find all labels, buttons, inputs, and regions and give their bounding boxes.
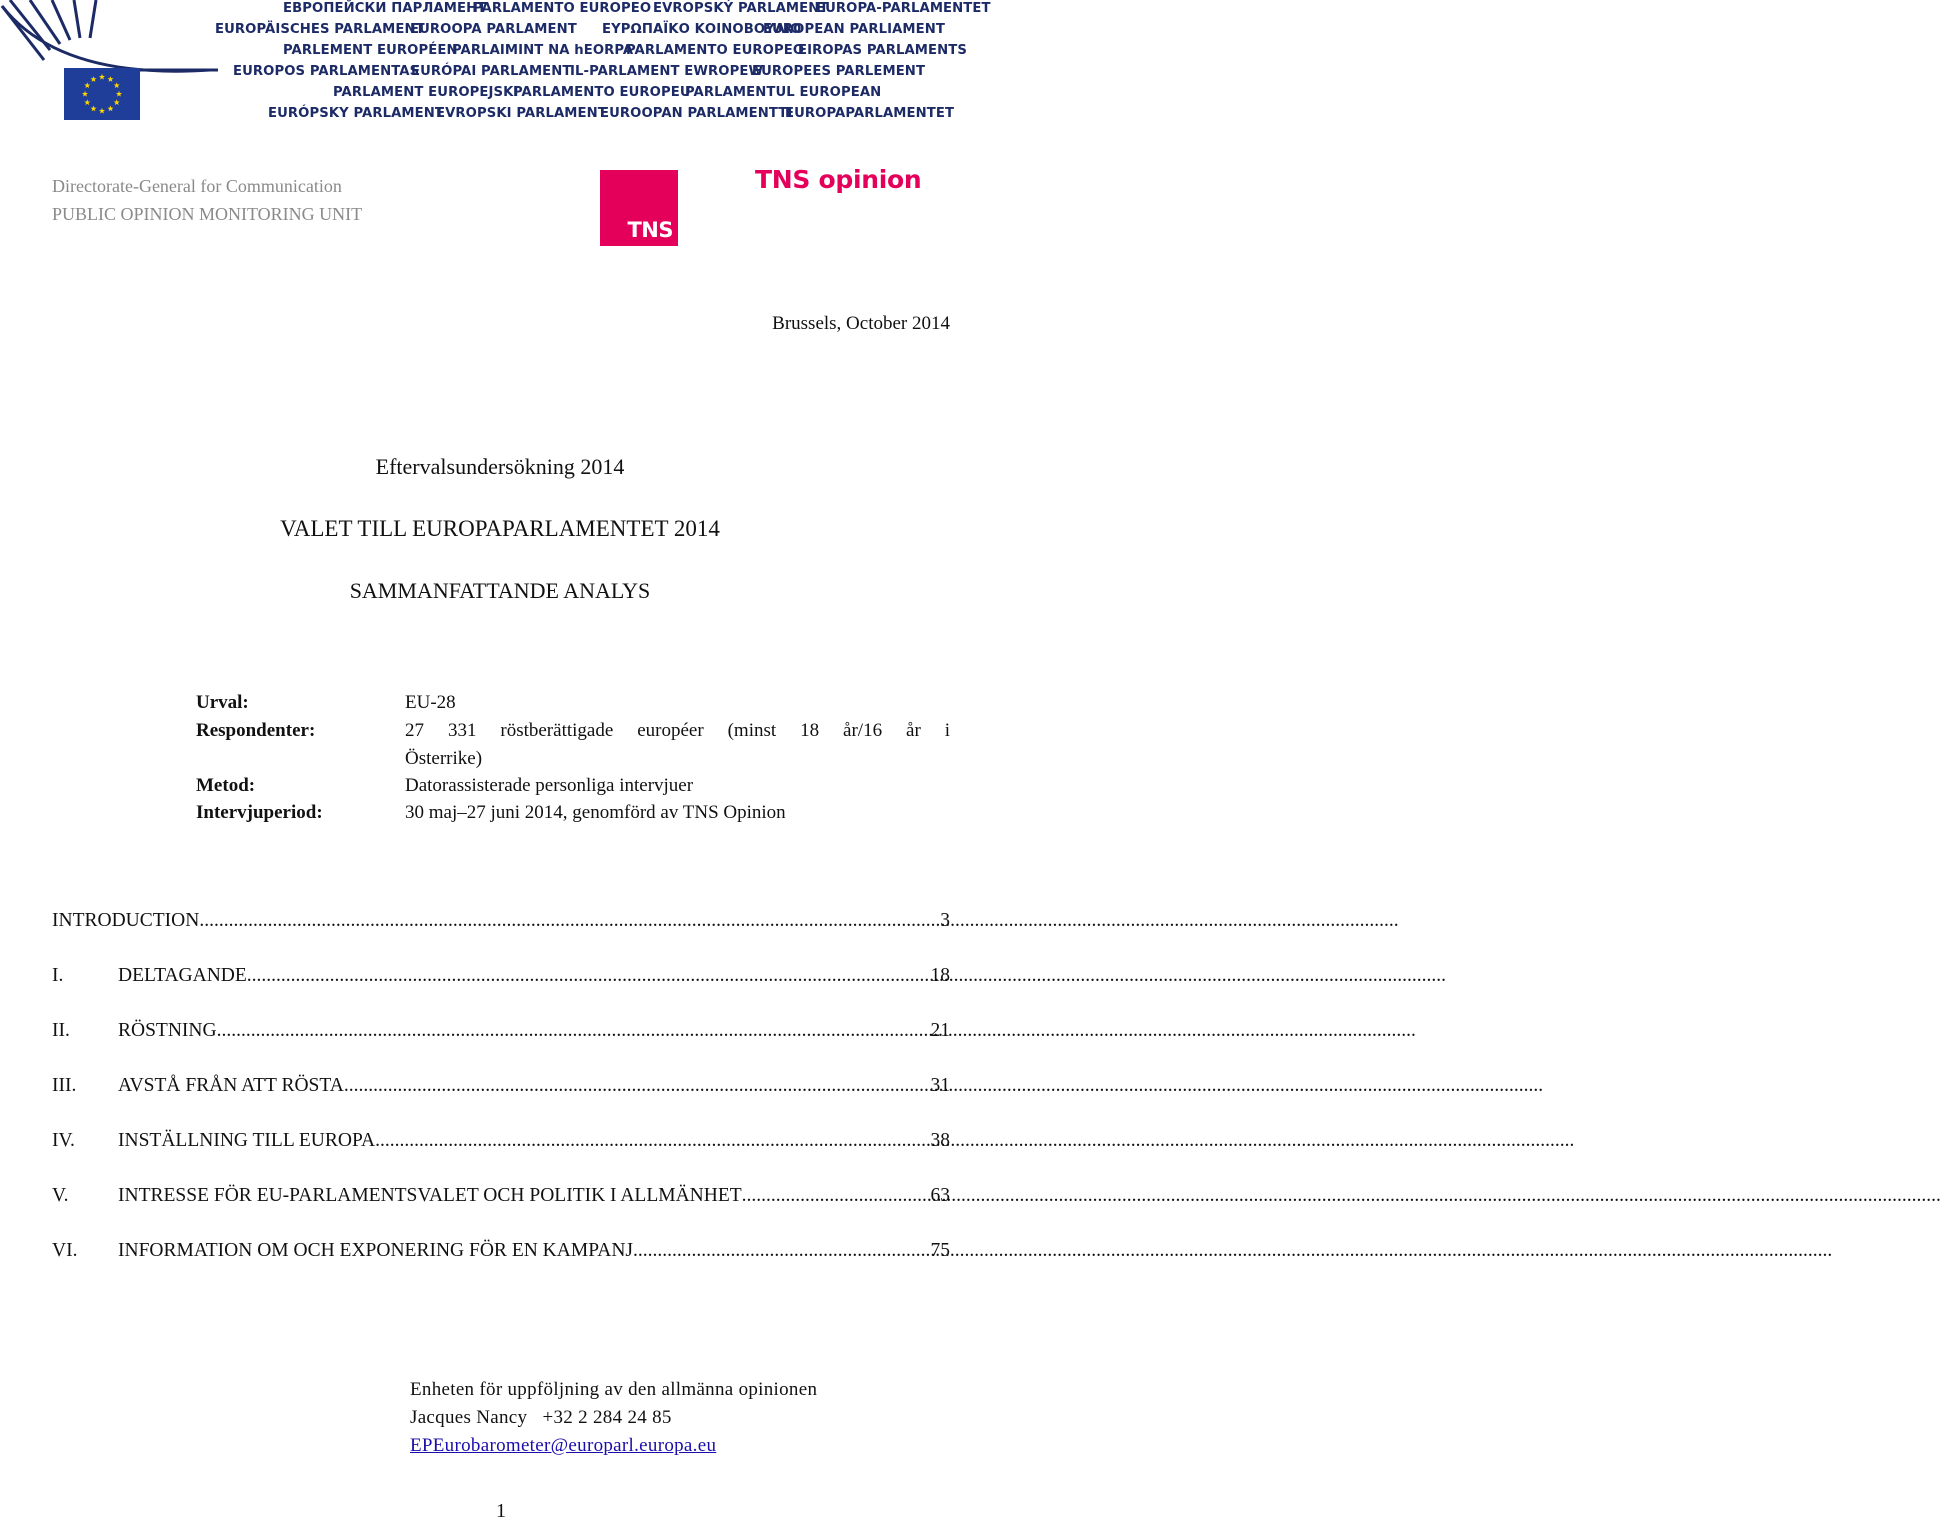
respondenter-label: Respondenter:: [196, 720, 316, 741]
contact-person: Jacques Nancy +32 2 284 24 85: [410, 1407, 672, 1428]
urval-label: Urval:: [196, 692, 249, 713]
parliament-name: EURÓPSKY PARLAMENT: [268, 106, 444, 121]
toc-entry-avsta[interactable]: [52, 1075, 950, 1101]
metod-label: Metod:: [196, 775, 256, 796]
document-title: Eftervalsundersökning 2014: [375, 454, 625, 479]
toc-number: VI.: [52, 1240, 78, 1261]
toc-title: INTRESSE FÖR EU-PARLAMENTSVALET OCH POLITIK I ALLMÄNHET: [118, 1185, 742, 1206]
toc-number: II.: [52, 1020, 70, 1041]
parliament-name: EUROPAPARLAMENTET: [785, 106, 955, 121]
toc-leader: [375, 1130, 930, 1152]
toc-title: DELTAGANDE: [118, 965, 247, 986]
respondenter-value: 27 331 röstberättigade européer (minst 18 år/16 år i: [405, 720, 950, 741]
contact-unit: Enheten för uppföljning av den allmänna opinionen: [410, 1379, 818, 1400]
parliament-name: IL-PARLAMENT EWROPEW: [570, 64, 764, 79]
parliament-name: EUROPEAN PARLIAMENT: [763, 22, 945, 37]
toc-entry-introduction[interactable]: [52, 910, 950, 936]
toc-leader: [344, 1075, 931, 1097]
page-number: 1: [496, 1500, 506, 1522]
toc-page: 75: [930, 1240, 950, 1261]
tns-logo: [600, 170, 678, 246]
toc-number: V.: [52, 1185, 69, 1206]
parliament-name: PARLAMENTO EUROPEO: [626, 43, 805, 58]
toc-leader: [217, 1020, 931, 1042]
parliament-name: PARLAMENTUL EUROPEAN: [685, 85, 882, 100]
parliament-name: EUROPA-PARLAMENTET: [816, 1, 991, 16]
parliament-name: EVROPSKÝ PARLAMENT: [653, 1, 829, 16]
document-type: SAMMANFATTANDE ANALYS: [349, 578, 651, 603]
document-subtitle: VALET TILL EUROPAPARLAMENTET 2014: [280, 516, 720, 541]
toc-entry-installning[interactable]: [52, 1130, 950, 1156]
parliament-name: EURÓPAI PARLAMENT: [411, 64, 572, 79]
european-parliament-logo: [0, 0, 220, 125]
parliament-name: EUROPÄISCHES PARLAMENT: [215, 22, 425, 37]
toc-title: INFORMATION OM OCH EXPONERING FÖR EN KAMPANJ: [118, 1240, 633, 1261]
dg-communication: Directorate-General for Communication: [52, 176, 342, 196]
toc-leader: [247, 965, 931, 987]
metod-value: Datorassisterade personliga intervjuer: [405, 775, 694, 796]
toc-entry-rostning[interactable]: [52, 1020, 950, 1046]
urval-value: EU-28: [405, 692, 456, 713]
parliament-name: PARLAIMINT NA hEORPA: [452, 43, 634, 58]
parliament-name: ЕВРОПЕЙСКИ ПАРЛАМЕНТ: [283, 1, 487, 16]
toc-page: 18: [930, 965, 950, 986]
toc-leader: [633, 1240, 931, 1262]
parliament-name: PARLAMENTO EUROPEU: [513, 85, 691, 100]
toc-title: RÖSTNING: [118, 1020, 217, 1041]
respondenter-value-cont: Österrike): [405, 748, 483, 769]
parliament-name: PARLAMENT EUROPEJSKI: [333, 85, 519, 100]
toc-title: INTRODUCTION: [52, 910, 200, 931]
contact-email-link[interactable]: EPEurobarometer@europarl.europa.eu: [410, 1435, 717, 1456]
toc-entry-information[interactable]: [52, 1240, 950, 1266]
toc-page: 21: [930, 1020, 950, 1041]
tns-logo-text: TNS: [627, 218, 673, 242]
parliament-name: EUROPEES PARLEMENT: [752, 64, 926, 79]
toc-entry-intresse[interactable]: [52, 1185, 950, 1211]
parliament-name: EUROPOS PARLAMENTAS: [233, 64, 420, 79]
parliament-name: ΕΥΡΩΠΑΪΚΟ ΚΟΙΝΟΒΟΥΛΙΟ: [602, 22, 802, 37]
toc-page: 63: [930, 1185, 950, 1206]
parliament-name: PARLEMENT EUROPÉEN: [283, 43, 458, 58]
parliament-name: PARLAMENTO EUROPEO: [473, 1, 652, 16]
toc-entry-deltagande[interactable]: [52, 965, 950, 991]
toc-number: III.: [52, 1075, 77, 1096]
toc-page: 3: [940, 910, 950, 931]
toc-leader: [742, 1185, 931, 1207]
document-date: Brussels, October 2014: [772, 313, 950, 334]
parliament-name: EVROPSKI PARLAMENT: [436, 106, 607, 121]
monitoring-unit: PUBLIC OPINION MONITORING UNIT: [52, 204, 363, 224]
toc-number: I.: [52, 965, 64, 986]
toc-page: 38: [930, 1130, 950, 1151]
toc-page: 31: [930, 1075, 950, 1096]
intervjuperiod-value: 30 maj–27 juni 2014, genomförd av TNS Opinion: [405, 802, 786, 823]
toc-title: INSTÄLLNING TILL EUROPA: [118, 1130, 376, 1151]
toc-title: AVSTÅ FRÅN ATT RÖSTA: [118, 1075, 344, 1096]
intervjuperiod-label: Intervjuperiod:: [196, 802, 323, 823]
parliament-name: EUROOPA PARLAMENT: [410, 22, 577, 37]
toc-number: IV.: [52, 1130, 75, 1151]
parliament-name: EUROOPAN PARLAMENTTI: [600, 106, 793, 121]
tns-opinion-logo: TNS opinion: [755, 165, 922, 194]
parliament-name: EIROPAS PARLAMENTS: [798, 43, 967, 58]
toc-leader: [199, 910, 940, 932]
